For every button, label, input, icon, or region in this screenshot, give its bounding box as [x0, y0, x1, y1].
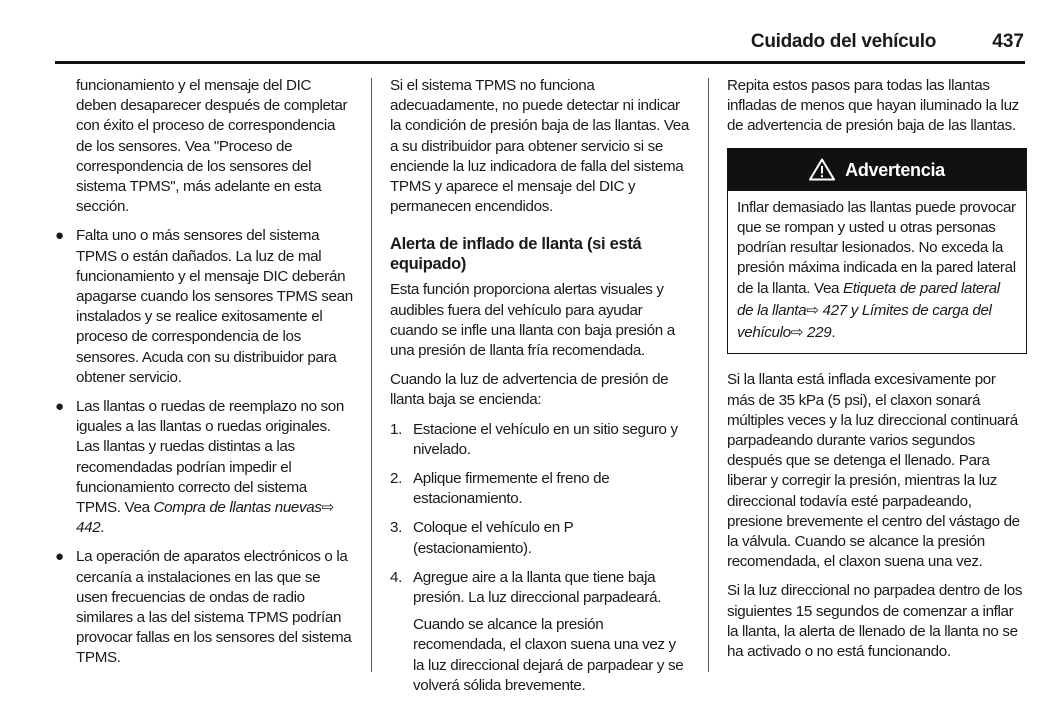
col3-paragraph: Si la llanta está inflada excesivamente por más de 35 kPa (5 psi), el claxon sonará múltiples veces y la luz direccional continuará parpadeando durante varios segundos después que se detenga el llenado. Para liberar y corregir la presión, mientras la luz direccional todavía esté parpadeando, presione brevemente el centro del vástago de la válvula. Cuando se alcance la presión recomendada, el claxon suena una vez.: [727, 371, 1020, 571]
step-text: Estacione el vehículo en un sitio seguro y nivelado.: [413, 420, 678, 458]
cross-reference-page[interactable]: 442: [76, 519, 101, 537]
step-text: Agregue aire a la llanta que tiene baja presión. La luz direccional parpadeará.: [413, 568, 662, 607]
col1-paragraph: funcionamiento y el mensaje del DIC deben desaparecer después de completar con éxito el proceso de correspondencia de los sensores. Vea "Proceso de correspondencia de los sensores del sistema TPMS", más adelante en esta sección.: [76, 77, 348, 216]
step-number: 2.: [390, 470, 402, 488]
bullet-text: Falta uno o más sensores del sistema TPMS o están dañados. La luz de mal funcionamiento y el mensaje DIC deberán apagarse cuando los sensores TPMS sean instalados y se realice exitosamente el proceso de correspondencia de los sensores. Acuda con su distribuidor para obtener servicio.: [76, 227, 353, 386]
numbered-step: [390, 518, 690, 558]
cross-reference-link[interactable]: Límites de carga del vehículo: [737, 302, 992, 342]
bullet-item: ● Las llantas o ruedas de reemplazo no son iguales a las llantas o ruedas originales. Las llantas y ruedas distintas a las recomendadas podrían impedir el funcionamiento correcto del sistema TPMS. Vea Compra de llantas nuevas⇨ 442.: [55, 398, 344, 537]
reference-arrow-icon: ⇨: [321, 499, 334, 517]
bullet-text: Las llantas o ruedas de reemplazo no son iguales a las llantas o ruedas originales. Las llantas y ruedas distintas a las recomendadas podrían impedir el funcionamiento correcto del sistema TPMS. Vea: [76, 398, 344, 517]
cross-reference-page[interactable]: 427: [822, 302, 847, 320]
bullet-icon: ●: [55, 548, 64, 566]
step-number: 3.: [390, 519, 402, 537]
column-3: [727, 76, 1027, 671]
bullet-icon: ●: [55, 227, 64, 245]
warning-joiner: y: [846, 302, 862, 320]
warning-end: .: [831, 324, 836, 342]
step-text: Aplique firmemente el freno de estacionamiento.: [413, 470, 610, 508]
page-number: 437: [992, 31, 1024, 52]
step-number: 4.: [390, 568, 402, 586]
cross-reference-link[interactable]: Compra de llantas nuevas: [153, 499, 322, 517]
cross-reference-link[interactable]: Etiqueta de pared lateral de la llanta: [737, 280, 1000, 320]
column-divider-1: [371, 78, 372, 672]
numbered-step: [390, 568, 690, 696]
section-title: Cuidado del vehículo: [750, 31, 936, 52]
bullet-icon: ●: [55, 398, 64, 416]
subsection-heading: Alerta de inflado de llanta (si está equipado): [390, 235, 642, 274]
col2-paragraph: Cuando la luz de advertencia de presión de llanta baja se encienda:: [390, 371, 669, 409]
numbered-step: [390, 420, 690, 460]
bullet-text: La operación de aparatos electrónicos o la cercanía a instalaciones en las que se usen frecuencias de ondas de radio similares a las del sistema TPMS podrían provocar fallas en los sensores del sistema TPMS.: [76, 548, 352, 667]
warning-triangle-icon: [809, 158, 835, 181]
step-text: Coloque el vehículo en P (estacionamiento).: [413, 519, 574, 557]
col2-paragraph: Esta función proporciona alertas visuales y audibles fuera del vehículo para ayudar cuando se infle una llanta con baja presión a una presión de llanta fría recomendada.: [390, 281, 675, 360]
warning-body: [728, 191, 1026, 354]
step-subparagraph: Cuando se alcance la presión recomendada, el claxon suena una vez y la luz direccional dejará de parpadear y se volverá sólida brevemente.: [413, 616, 684, 694]
warning-text: Inflar demasiado las llantas puede provocar que se rompan y usted u otras personas podrían resultar lesionados. No exceda la presión máxima indicada en la pared lateral de la llanta. Vea: [737, 198, 1016, 298]
col3-paragraph: Si la luz direccional no parpadea dentro de los siguientes 15 segundos de comenzar a inflar la llanta, la alerta de llenado de la llanta no se ha activado o no está funcionando.: [727, 582, 1023, 661]
bullet-item: [54, 226, 354, 388]
cross-reference-page[interactable]: 229: [807, 324, 832, 342]
column-1: [54, 76, 354, 678]
column-divider-2: [708, 78, 709, 672]
warning-header: [728, 149, 1026, 191]
column-2: [390, 76, 690, 705]
header-rule: [55, 61, 1025, 64]
numbered-step: [390, 469, 690, 509]
warning-title: Advertencia: [845, 159, 945, 180]
bullet-item: [54, 547, 354, 668]
col3-paragraph: Repita estos pasos para todas las llantas infladas de menos que hayan iluminado la luz de advertencia de presión baja de las llantas.: [727, 77, 1019, 135]
reference-arrow-icon: ⇨: [806, 302, 819, 320]
warning-box: [727, 148, 1027, 355]
step-number: 1.: [390, 420, 402, 438]
reference-arrow-icon: ⇨: [790, 324, 804, 342]
col2-paragraph: Si el sistema TPMS no funciona adecuadamente, no puede detectar ni indicar la condición de presión baja de las llantas. Vea a su distribuidor para obtener servicio si se enciende la luz indicadora de falla del sistema TPMS y aparece el mensaje del DIC y permanecen encendidos.: [390, 77, 689, 216]
